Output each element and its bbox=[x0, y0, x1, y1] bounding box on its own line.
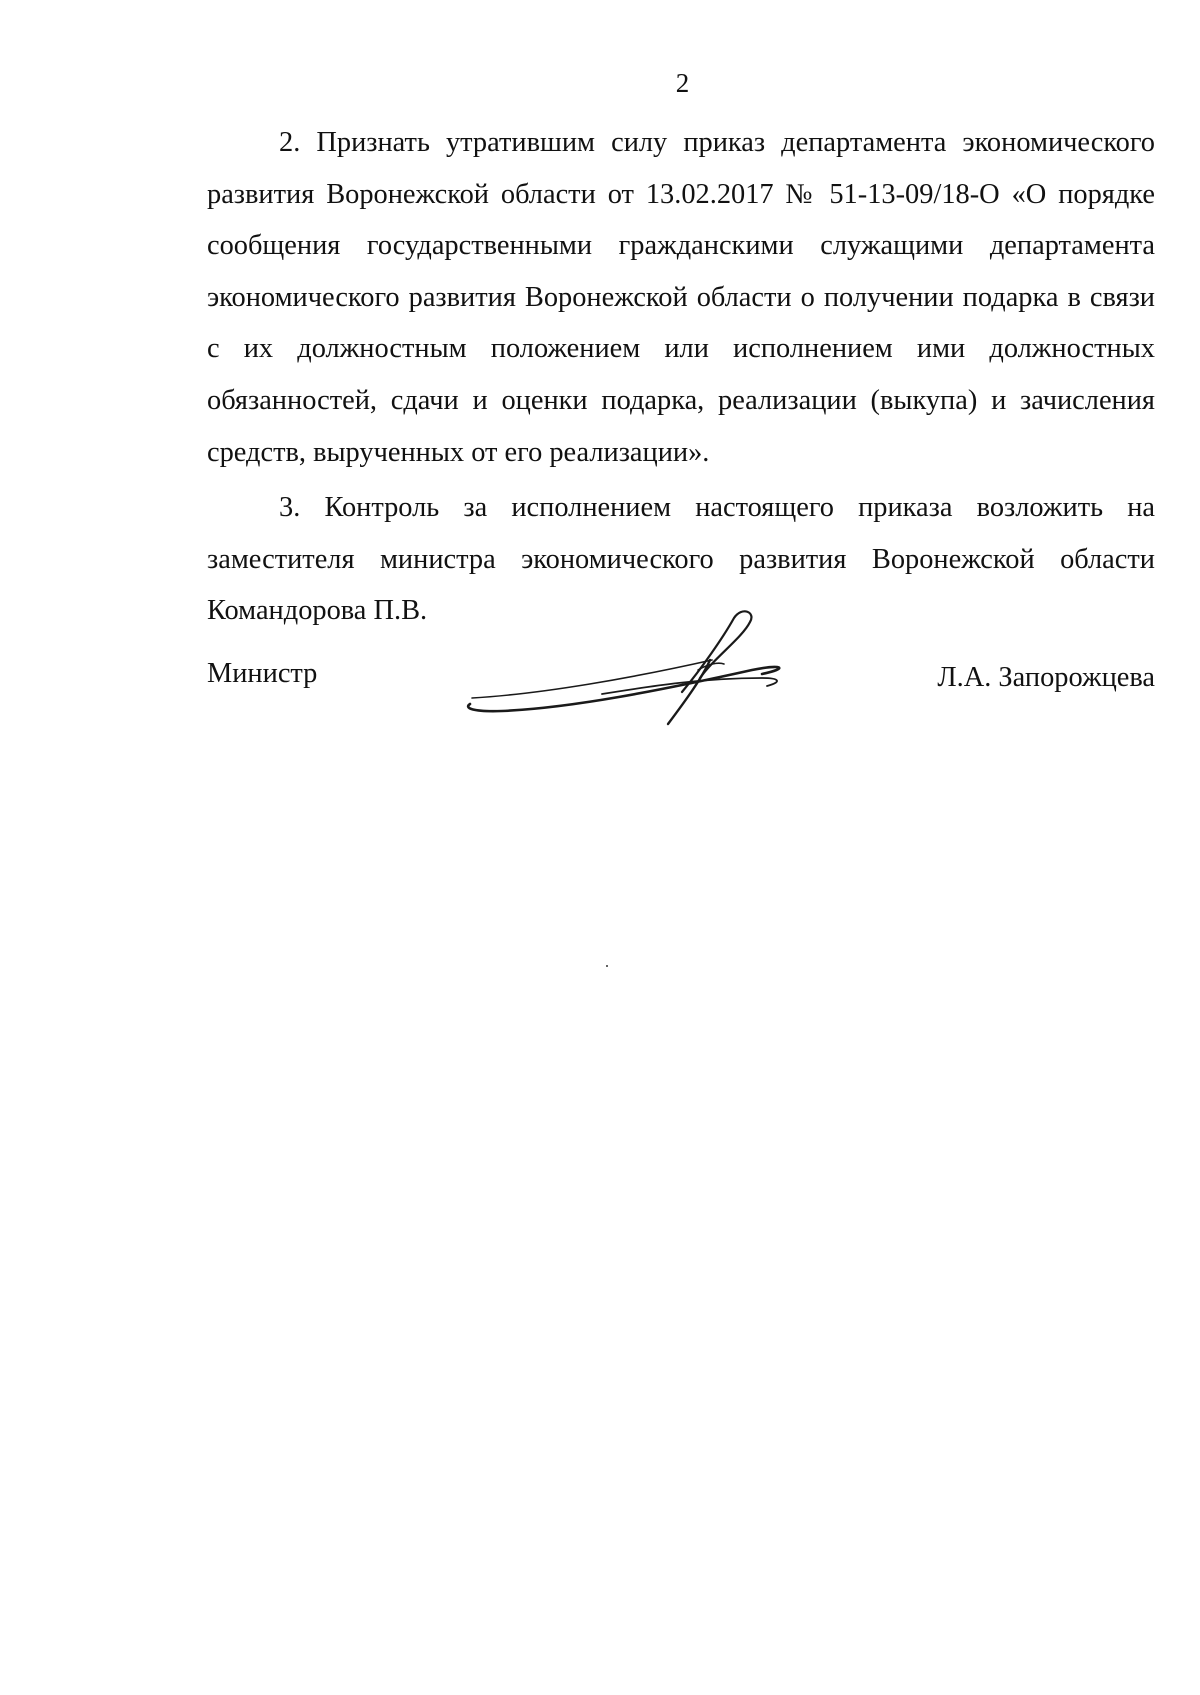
page-number: 2 bbox=[675, 68, 690, 98]
scan-speck bbox=[606, 965, 608, 967]
handwritten-signature bbox=[462, 608, 802, 728]
document-body bbox=[207, 117, 1155, 641]
paragraph-2: 2. Признать утратившим силу приказ департамента экономического развития Воронежской области от 13.02.2017 № 51-13-09/18-О «О порядке сообщения государственными гражданскими служащими департамента экономического развития Воронежской области о получении подарка в связи с их должностным положением или исполнением ими должностных обязанностей, сдачи и оценки подарка, реализации (выкупа) и зачисления средств, вырученных от его реализации». bbox=[207, 127, 1155, 468]
signatory-name: Л.А. Запорожцева bbox=[937, 662, 1155, 693]
signatory-title: Министр bbox=[207, 658, 318, 689]
paragraph-3: 3. Контроль за исполнением настоящего приказа возложить на заместителя министра экономического развития Воронежской области Командорова П.В. bbox=[207, 492, 1155, 627]
